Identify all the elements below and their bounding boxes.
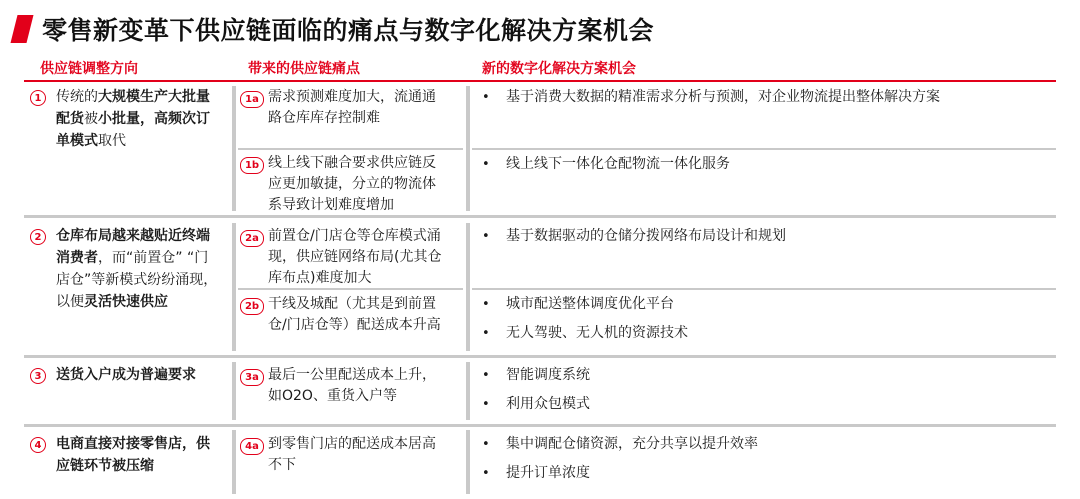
bullet-marker: • — [482, 90, 490, 105]
title-bar — [14, 14, 654, 44]
row-separator — [24, 355, 1056, 358]
pain-tag-badge: 2a — [240, 230, 264, 247]
page-title: 零售新变革下供应链面临的痛点与数字化解决方案机会 — [42, 16, 655, 45]
title-accent-mark — [11, 15, 34, 43]
opportunity-text: 智能调度系统 — [506, 367, 590, 383]
bullet-marker: • — [482, 466, 490, 481]
col-divider — [466, 430, 470, 494]
row-number-badge: 1 — [30, 90, 46, 106]
header-rule — [24, 80, 1056, 82]
opportunity-text: 利用众包模式 — [506, 396, 590, 412]
col-divider — [232, 86, 236, 211]
col-divider — [232, 430, 236, 494]
header-direction: 供应链调整方向 — [40, 61, 138, 77]
opportunity-text: 线上线下一体化仓配物流一体化服务 — [506, 156, 730, 172]
opportunity-text: 提升订单浓度 — [506, 465, 590, 481]
pain-text: 需求预测难度加大，流通通 路仓库库存控制难 — [268, 89, 436, 126]
bullet-marker: • — [482, 397, 490, 412]
col-divider — [232, 362, 236, 420]
pain-tag-badge: 4a — [240, 438, 264, 455]
row-separator — [24, 215, 1056, 218]
pain-text: 到零售门店的配送成本居高 不下 — [268, 436, 436, 473]
bullet-marker: • — [482, 157, 490, 172]
direction-text: 仓库布局越来越贴近终端消费者，而“前置仓” “门店仓”等新模式纷纷涌现，以便灵活快速供应 — [56, 228, 218, 310]
row-number-badge: 4 — [30, 437, 46, 453]
opportunity-text: 基于数据驱动的仓储分拨网络布局设计和规划 — [506, 228, 786, 244]
pain-tag-badge: 2b — [240, 298, 264, 315]
opportunity-text: 基于消费大数据的精准需求分析与预测，对企业物流提出整体解决方案 — [506, 89, 940, 105]
bullet-marker: • — [482, 297, 490, 312]
opportunity-text: 集中调配仓储资源，充分共享以提升效率 — [506, 436, 758, 452]
col-divider — [232, 223, 236, 351]
col-divider — [466, 223, 470, 351]
opportunity-text: 城市配送整体调度优化平台 — [506, 296, 674, 312]
direction-text: 送货入户成为普遍要求 — [56, 367, 196, 383]
direction-text: 传统的大规模生产大批量配货被小批量，高频次订单模式取代 — [56, 89, 210, 149]
col-divider — [466, 362, 470, 420]
direction-text: 电商直接对接零售店，供应链环节被压缩 — [56, 436, 210, 474]
pain-text: 线上线下融合要求供应链反 应更加敏捷，分立的物流体 系导致计划难度增加 — [268, 155, 436, 213]
col-divider — [466, 86, 470, 211]
pain-text: 最后一公里配送成本上升， 如O2O、重货入户等 — [268, 367, 436, 404]
subrow-divider — [472, 288, 1056, 290]
header-opportunity: 新的数字化解决方案机会 — [482, 61, 636, 77]
pain-tag-badge: 3a — [240, 369, 264, 386]
subrow-divider — [472, 148, 1056, 150]
pain-tag-badge: 1b — [240, 157, 264, 174]
pain-text: 前置仓/门店仓等仓库模式涌 现，供应链网络布局(尤其仓 库布点)难度加大 — [268, 228, 442, 286]
pain-text: 干线及城配（尤其是到前置 仓/门店仓等）配送成本升高 — [268, 296, 441, 333]
row-number-badge: 2 — [30, 229, 46, 245]
row-number-badge: 3 — [30, 368, 46, 384]
pain-tag-badge: 1a — [240, 91, 264, 108]
bullet-marker: • — [482, 229, 490, 244]
bullet-marker: • — [482, 326, 490, 341]
subrow-divider — [238, 148, 463, 150]
opportunity-text: 无人驾驶、无人机的资源技术 — [506, 325, 688, 341]
bullet-marker: • — [482, 368, 490, 383]
row-separator — [24, 424, 1056, 427]
header-pain: 带来的供应链痛点 — [248, 61, 360, 77]
bullet-marker: • — [482, 437, 490, 452]
